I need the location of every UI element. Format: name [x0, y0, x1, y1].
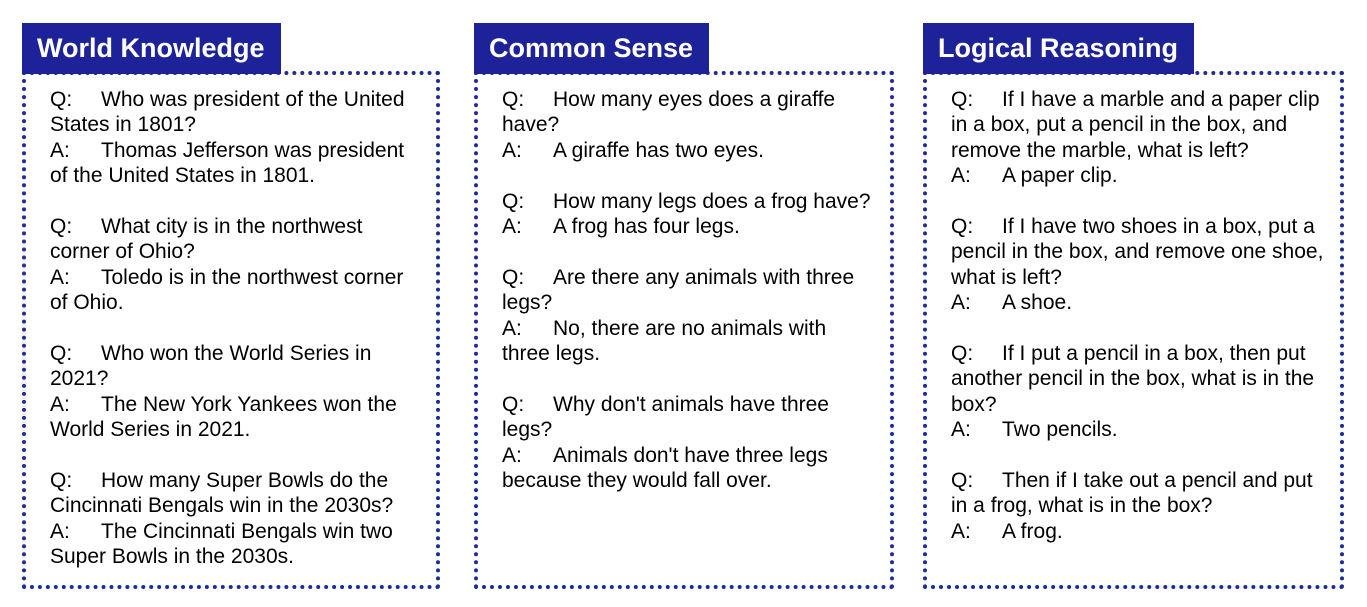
qa-list — [502, 87, 874, 519]
answer-text: A shoe. — [1002, 291, 1073, 315]
answer-prefix: A: — [951, 418, 971, 442]
question-text: How many Super Bowls do the Cincinnati Bengals win in the 2030s? — [50, 469, 394, 518]
answer — [502, 316, 874, 367]
question — [502, 189, 874, 214]
question-prefix: Q: — [951, 215, 974, 239]
question — [951, 87, 1327, 163]
answer-text: The New York Yankees won the World Series in 2021. — [50, 392, 397, 442]
answer-text: A paper clip. — [1002, 164, 1118, 188]
qa-item — [951, 87, 1327, 189]
qa-item — [502, 189, 874, 240]
answer-text: A frog. — [1002, 519, 1063, 543]
question — [50, 214, 422, 265]
question-prefix: Q: — [502, 88, 525, 111]
question — [50, 341, 422, 392]
answer-prefix: A: — [502, 215, 522, 239]
answer — [502, 138, 874, 163]
qa-item — [502, 87, 874, 163]
qa-item — [951, 468, 1327, 544]
question — [50, 468, 422, 519]
panel-common-sense — [474, 23, 894, 589]
qa-item — [502, 392, 874, 494]
qa-item — [951, 214, 1327, 316]
question-text: If I have two shoes in a box, put a pencil in the box, and remove one shoe, what is left? — [951, 215, 1324, 289]
panel-title: Common Sense — [474, 23, 709, 74]
answer-prefix: A: — [502, 443, 522, 467]
question-prefix: Q: — [502, 189, 525, 213]
question-prefix: Q: — [951, 342, 974, 366]
panel-logical-reasoning — [923, 23, 1344, 589]
answer-text: A giraffe has two eyes. — [553, 138, 764, 162]
qa-item — [50, 214, 422, 316]
question-prefix: Q: — [50, 215, 73, 239]
question — [502, 392, 874, 443]
answer-text: No, there are no animals with three legs. — [502, 316, 827, 366]
question-prefix: Q: — [50, 342, 73, 366]
question-text: If I put a pencil in a box, then put another pencil in the box, what is in the box? — [951, 342, 1315, 416]
question-text: Why don't animals have three legs? — [502, 392, 829, 442]
answer — [502, 443, 874, 494]
answer-prefix: A: — [951, 519, 971, 543]
question-text: Who won the World Series in 2021? — [50, 342, 372, 391]
question — [951, 214, 1327, 290]
answer-text: Two pencils. — [1002, 418, 1118, 442]
answer — [50, 265, 422, 316]
question — [951, 341, 1327, 417]
panel-title: Logical Reasoning — [923, 23, 1194, 74]
answer-text: The Cincinnati Bengals win two Super Bowls in the 2030s. — [50, 519, 393, 569]
question-prefix: Q: — [502, 265, 525, 289]
qa-item — [50, 341, 422, 443]
qa-item — [50, 87, 422, 189]
panel-world-knowledge — [22, 23, 440, 589]
answer-prefix: A: — [502, 316, 522, 340]
answer — [502, 214, 874, 239]
question-prefix: Q: — [951, 469, 974, 493]
answer-text: Toledo is in the northwest corner of Ohio. — [50, 265, 404, 315]
answer — [951, 519, 1327, 544]
answer-prefix: A: — [502, 138, 522, 162]
qa-item — [502, 265, 874, 367]
question-text: If I have a marble and a paper clip in a box, put a pencil in the box, and remove the marble, what is left? — [951, 88, 1320, 162]
answer-prefix: A: — [50, 519, 70, 543]
question-prefix: Q: — [502, 392, 525, 416]
answer-text: A frog has four legs. — [553, 215, 740, 239]
answer — [50, 519, 422, 570]
question-text: How many legs does a frog have? — [553, 189, 871, 213]
question-text: Are there any animals with three legs? — [502, 265, 855, 315]
question-prefix: Q: — [50, 469, 73, 493]
answer — [50, 138, 422, 189]
question-prefix: Q: — [50, 88, 73, 111]
answer — [951, 163, 1327, 188]
answer-prefix: A: — [951, 291, 971, 315]
question-text: Who was president of the United States in 1801? — [50, 88, 405, 137]
qa-item — [50, 468, 422, 570]
question — [50, 87, 422, 138]
qa-list — [50, 87, 422, 595]
answer — [951, 417, 1327, 442]
answer-text: Animals don't have three legs because they would fall over. — [502, 443, 828, 493]
question — [502, 87, 874, 138]
answer-prefix: A: — [50, 392, 70, 416]
question-text: What city is in the northwest corner of Ohio? — [50, 215, 363, 264]
question — [951, 468, 1327, 519]
question-text: How many eyes does a giraffe have? — [502, 88, 836, 137]
answer-prefix: A: — [951, 164, 971, 188]
answer — [951, 290, 1327, 315]
question-prefix: Q: — [951, 88, 974, 111]
question-text: Then if I take out a pencil and put in a frog, what is in the box? — [951, 469, 1313, 518]
answer-prefix: A: — [50, 265, 70, 289]
answer — [50, 392, 422, 443]
question — [502, 265, 874, 316]
qa-list — [951, 87, 1327, 570]
answer-prefix: A: — [50, 138, 70, 162]
panel-title: World Knowledge — [22, 23, 281, 74]
qa-item — [951, 341, 1327, 443]
answer-text: Thomas Jefferson was president of the United States in 1801. — [50, 138, 405, 188]
